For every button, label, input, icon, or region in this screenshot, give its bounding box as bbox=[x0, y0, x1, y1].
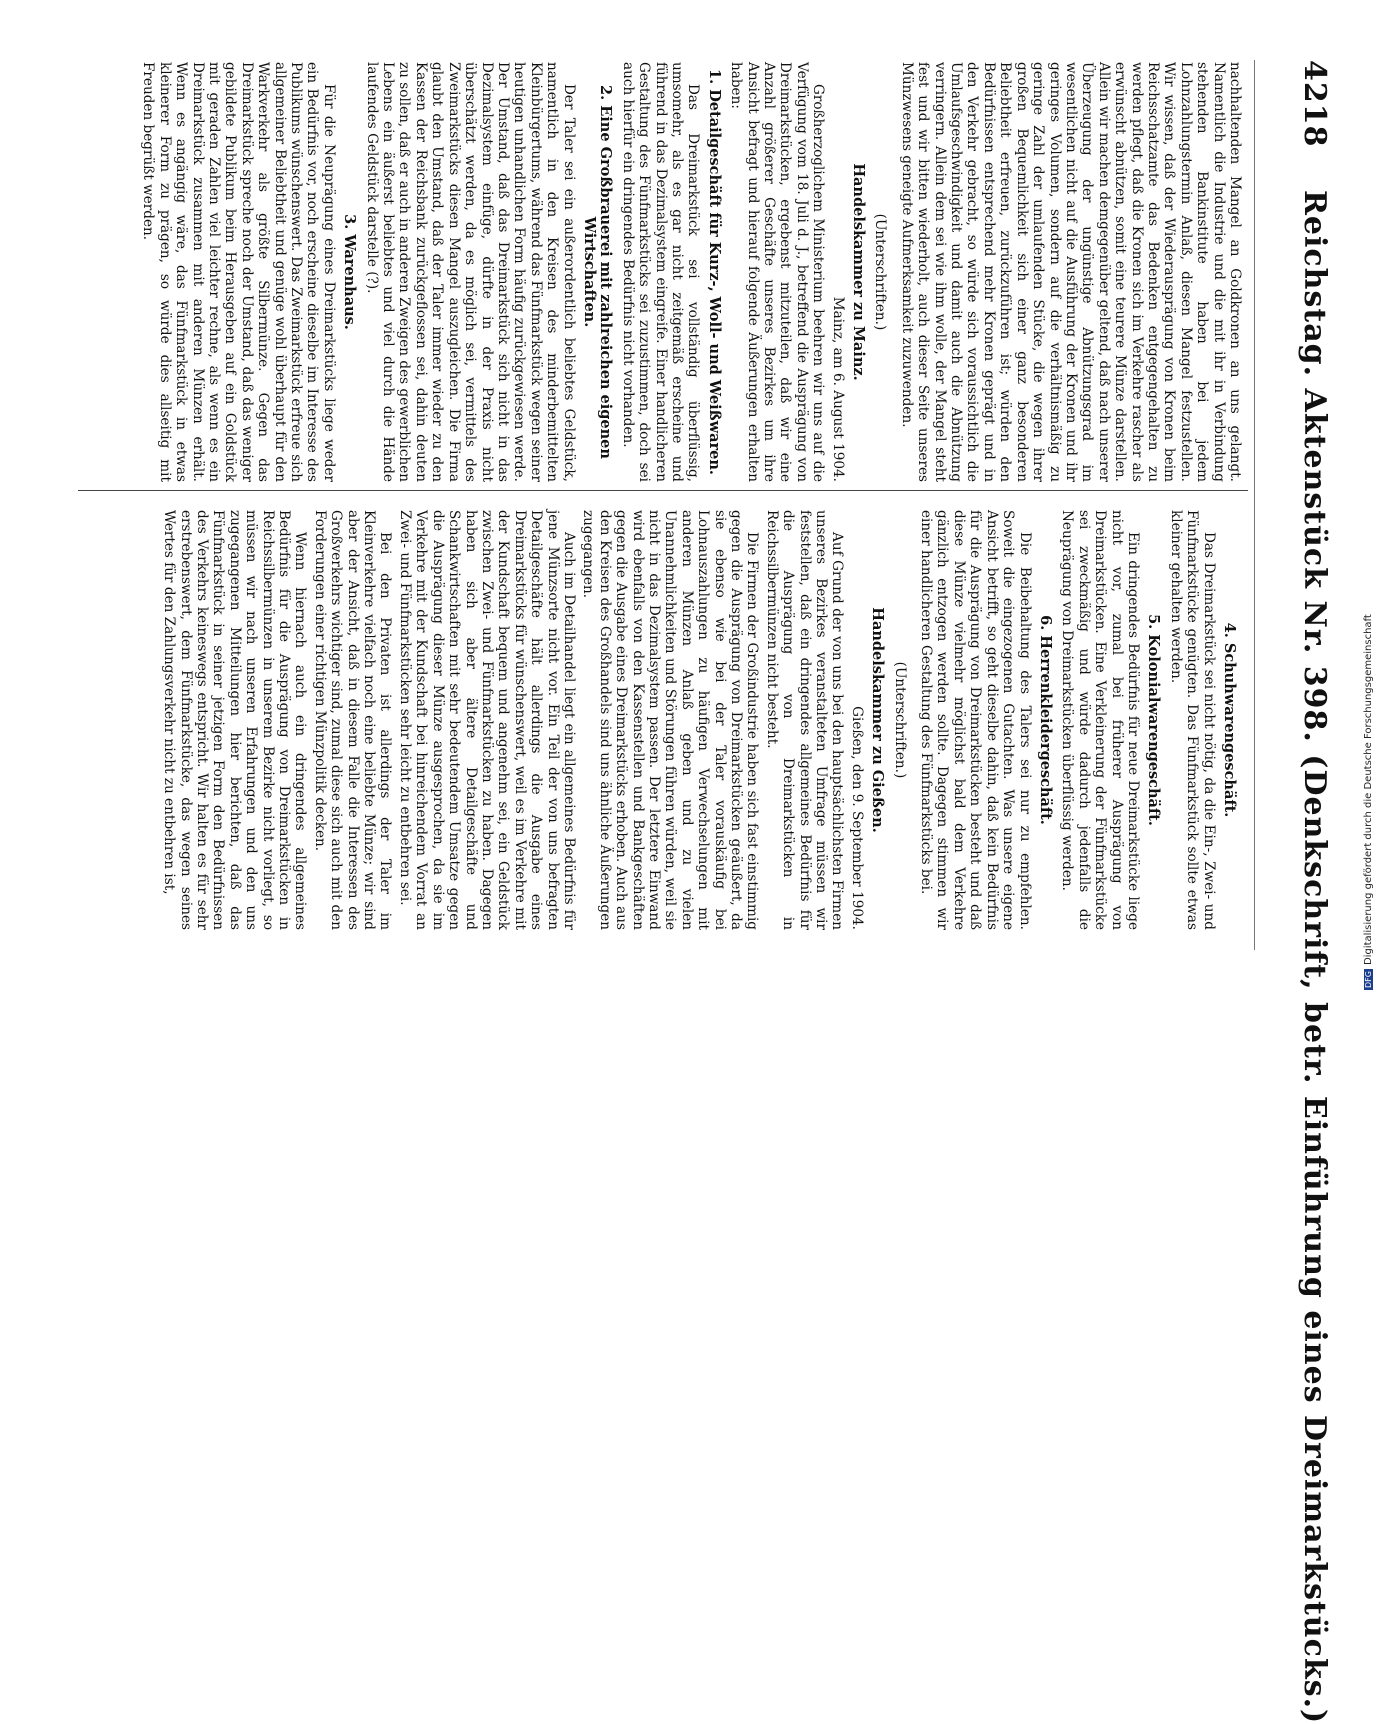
subheading: 3. Warenhaus. bbox=[341, 214, 359, 330]
paragraph: nachhaltenden Mangel an Goldkronen an uns gelangt. Namentlich die Industrie und die mit ihr in Verbindung stehenden Bankinstitute haben bei jedem Lohnzahlungstermin Anlaß, diesen Mangel festzustellen. Wir wissen, daß der Wiederausprägung von Kronen beim Reichsschatzamte das Bedenken entgegengehalten zu werden pflegt, daß die Kronen sich im Verkehre rascher als erwünscht abnützen, somit eine teurere Münze darstellen. Allein wir machen demgegenüber geltend, daß nach unserer Überzeugung der ungünstige Abnützungsgrad im wesentlichen nicht auf die Ausführung der Kronen und ihr geringes Volumen, sondern auf die verhältnismäßig zu geringe Zahl der umlaufenden Stücke, die wegen ihrer großen Bequemlichkeit sich einer ganz besonderen Beliebtheit erfreuen, zurückzuführen ist; würden den Bedürfnissen entsprechend mehr Kronen geprägt und in den Verkehr gebracht, so würde sich voraussichtlich die Umlaufsgeschwindigkeit und damit auch die Abnützung verringern. Allein dem sei wie ihm wolle, der Mangel steht fest und wir bitten wiederholt, auch dieser Seite unseres Münzwesens geneigte Aufmerksamkeit zuzuwenden. bbox=[898, 62, 1243, 482]
digitization-text: Digitalisierung gefördert durch die Deutsche Forschungsgemeinschaft bbox=[1363, 614, 1374, 966]
subheading: 5. Kolonialwarengeschäft. bbox=[1145, 614, 1163, 826]
paragraph: Wenn hiernach auch ein dringendes allgemeines Bedürfnis für die Ausprägung von Dreimarkstücken in Reichssilbermünzen in unserem Bezirke nicht vorliegt, so müssen wir nach unseren Erfahrungen und den uns zugegangenen Mitteilungen hier berichten, daß das Fünfmarkstück in seiner jetzigen Form den Bedürfnissen des Verkehrs keineswegs entspricht. Wir halten es für sehr erstrebenswert, dem Fünfmarkstücke, das wegen seines Wertes für den Zahlungsverkehr nicht zu entbehren ist, bbox=[161, 510, 309, 930]
running-title: Reichstag. Aktenstück Nr. 398. (Denkschrift, betr. Einführung eines Dreimarkstücks.) bbox=[1297, 190, 1332, 1724]
paragraph: Das Dreimarkstück sei nicht nötig, da die Ein-, Zwei- und Fünfmarkstücke genügten. Das Fünfmarkstück sollte etwas kleiner gehalten werden. bbox=[1167, 510, 1217, 930]
paragraph: Die Firmen der Großindustrie haben sich fast einstimmig gegen die Ausprägung von Dreimarkstücken geäußert, da sie ebenso wie bei der Taler vorauskäufig bei Lohnauszahlungen zu häufigen Verwechselungen mit anderen Münzen Anlaß geben und zu vielen Unannehmlichkeiten und Störungen führen würden, weil sie nicht in das Dezimalsystem passen. Der letztere Einwand wird ebenfalls von den Kassenstellen und Bankgeschäften gegen die Ausgabe eines Dreimarkstücks erhoben. Auch aus den Kreisen des Großhandels sind uns ähnliche Äußerungen zugegangen. bbox=[580, 510, 761, 930]
paragraph: Auf Grund der von uns bei den hauptsächlichsten Firmen unseres Bezirkes veranstalteten Umfrage müssen wir feststellen, daß ein dringendes allgemeines Bedürfnis für die Ausprägung von Dreimarkstücken in Reichssilbermünzen nicht besteht. bbox=[763, 510, 846, 930]
paragraph: Das Dreimarkstück sei vollständig überflüssig, umsomehr, als es gar nicht zeitgemäß erscheine und führend in das Dezimalsystem eingreife. Einer handlicheren Gestaltung des Fünfmarkstücks sei zuzustimmen, doch sei auch hierfür ein dringendes Bedürfnis nicht vorhanden. bbox=[619, 62, 702, 482]
left-column bbox=[137, 62, 1243, 482]
section-heading: Handelskammer zu Mainz. bbox=[850, 163, 868, 381]
dateline: Gießen, den 9. September 1904. bbox=[848, 706, 865, 930]
dfg-logo-icon: DFG bbox=[1364, 971, 1373, 988]
paragraph: Bei den Privaten ist allerdings der Taler im Kleinverkehre vielfach noch eine beliebte Münze; wir sind aber der Ansicht, daß in diesem Falle die Interessen des Großverkehrs wichtiger sind, zumal diese sich auch mit den Forderungen einer richtigen Münzpolitik decken. bbox=[311, 510, 394, 930]
subheading: 6. Herrenkleidergeschäft. bbox=[1036, 615, 1054, 825]
digitization-note bbox=[1363, 614, 1374, 990]
subheading: 4. Schuhwarengeschäft. bbox=[1221, 622, 1238, 818]
paragraph: Für die Neuprägung eines Dreimarkstücks liege weder ein Bedürfnis vor, noch erscheine dieselbe im Interesse des Publikums wünschenswert. Das Zweimarkstück erfreue sich allgemeiner Beliebtheit und genüge wohl überhaupt für den Warkverkehr als größte Silbermünze. Gegen das Dreimarkstück spreche noch der Umstand, daß das weniger gebildete Publikum beim Herausgeben auf ein Goldstück mit geraden Zahlen viel leichter rechne, als wenn es ein Dreimarkstück zusammen mit anderen Münzen erhält. Wenn es angängig wäre, das Fünfmarkstück in etwas kleinerer Form zu prägen, so würde dies allseitig mit Freuden begrüßt werden. bbox=[140, 62, 337, 482]
paragraph: Die Beibehaltung des Talers sei nur zu empfehlen. Soweit die eingezogenen Gutachten. Was unsere eigene Ansicht betrifft, so geht dieselbe dahin, daß kein Bedürfnis für die Ausprägung von Dreimarkstücken besteht und daß diese Münze vielmehr möglichst bald dem Verkehre gänzlich entzogen werden sollte. Dagegen stimmen wir einer handlicheren Gestaltung des Fünfmarkstücks bei. bbox=[918, 510, 1033, 930]
right-column bbox=[158, 510, 1243, 930]
header-rule bbox=[1254, 60, 1255, 950]
signature-note: (Unterschriften.) bbox=[891, 661, 908, 779]
paragraph: Großherzoglichem Ministerium beehren wir uns auf die Verfügung vom 18. Juli d. J., betreffend die Ausprägung von Dreimarkstücken, ergebenst mitzuteilen, daß wir eine Anzahl größerer Geschäfte unseres Bezirkes um ihre Ansicht befragt und hierauf folgende Äußerungen erhalten haben: bbox=[728, 62, 827, 482]
section-heading: Handelskammer zu Gießen. bbox=[869, 607, 887, 833]
subheading: 1. Detailgeschäft für Kurz-, Woll- und Weißwaren. bbox=[705, 69, 723, 475]
page-header bbox=[1258, 60, 1338, 1724]
page-number: 4218 bbox=[1297, 60, 1332, 148]
paragraph: Der Taler sei ein außerordentlich beliebtes Geldstück, namentlich in den Kreisen des minderbemittelten Kleinbürgertums, während das Fünfmarkstück wegen seiner heutigen unhandlichen Form häufig zurückgewiesen werde. Der Umstand, daß das Dreimarkstück sich nicht in das Dezimalsystem einfüge, dürfte in der Praxis nicht überschätzt werden, da es möglich sei, vermittels des Zweimarkstücks diesen Mangel auszugleichen. Die Firma glaubt den Umstand, daß der Taler immer wieder zu den Kassen der Reichsbank zurückgeflossen sei, dahin deuten zu sollen, daß er auch in anderen Zweigen des gewerblichen Lebens ein äußerst beliebtes und viel durch die Hände laufendes Geldstück darstelle (?). bbox=[363, 62, 577, 482]
signature-note: (Unterschriften.) bbox=[872, 213, 889, 331]
subheading: 2. Eine Großbrauerei mit zahlreichen eigenen Wirtschaften. bbox=[580, 85, 615, 459]
dateline: Mainz, am 6. August 1904. bbox=[829, 296, 846, 482]
column-divider bbox=[78, 490, 1248, 491]
paragraph: Auch im Detailhandel liegt ein allgemeines Bedürfnis für jene Münzsorte nicht vor. Ein Teil der von uns befragten Detailgeschäfte hält allerdings die Ausgabe eines Dreimarkstücks für wünschenswert, weil es im Verkehre mit der Kundschaft bequem und angenehm sei, ein Geldstück zwischen Zwei- und Fünfmarkstücken zu haben. Dagegen haben sich aber ältere Detailgeschäfte und Schankwirtschaften mit sehr bedeutendem Umsatze gegen die Ausprägung dieser Münze ausgesprochen, da sie im Verkehre mit der Kundschaft bei hinreichendem Vorrat an Zwei- und Fünfmarkstücken sehr leicht zu entbehren sei. bbox=[396, 510, 577, 930]
paragraph: Ein dringendes Bedürfnis für neue Dreimarkstücke liege nicht vor, zumal bei früherer Ausprägung von Dreimarkstücken. Eine Verkleinerung der Fünfmarkstücke sei zweckmäßig und würde dadurch jedenfalls die Neuprägung von Dreimarkstücken überflüssig werden. bbox=[1059, 510, 1141, 930]
